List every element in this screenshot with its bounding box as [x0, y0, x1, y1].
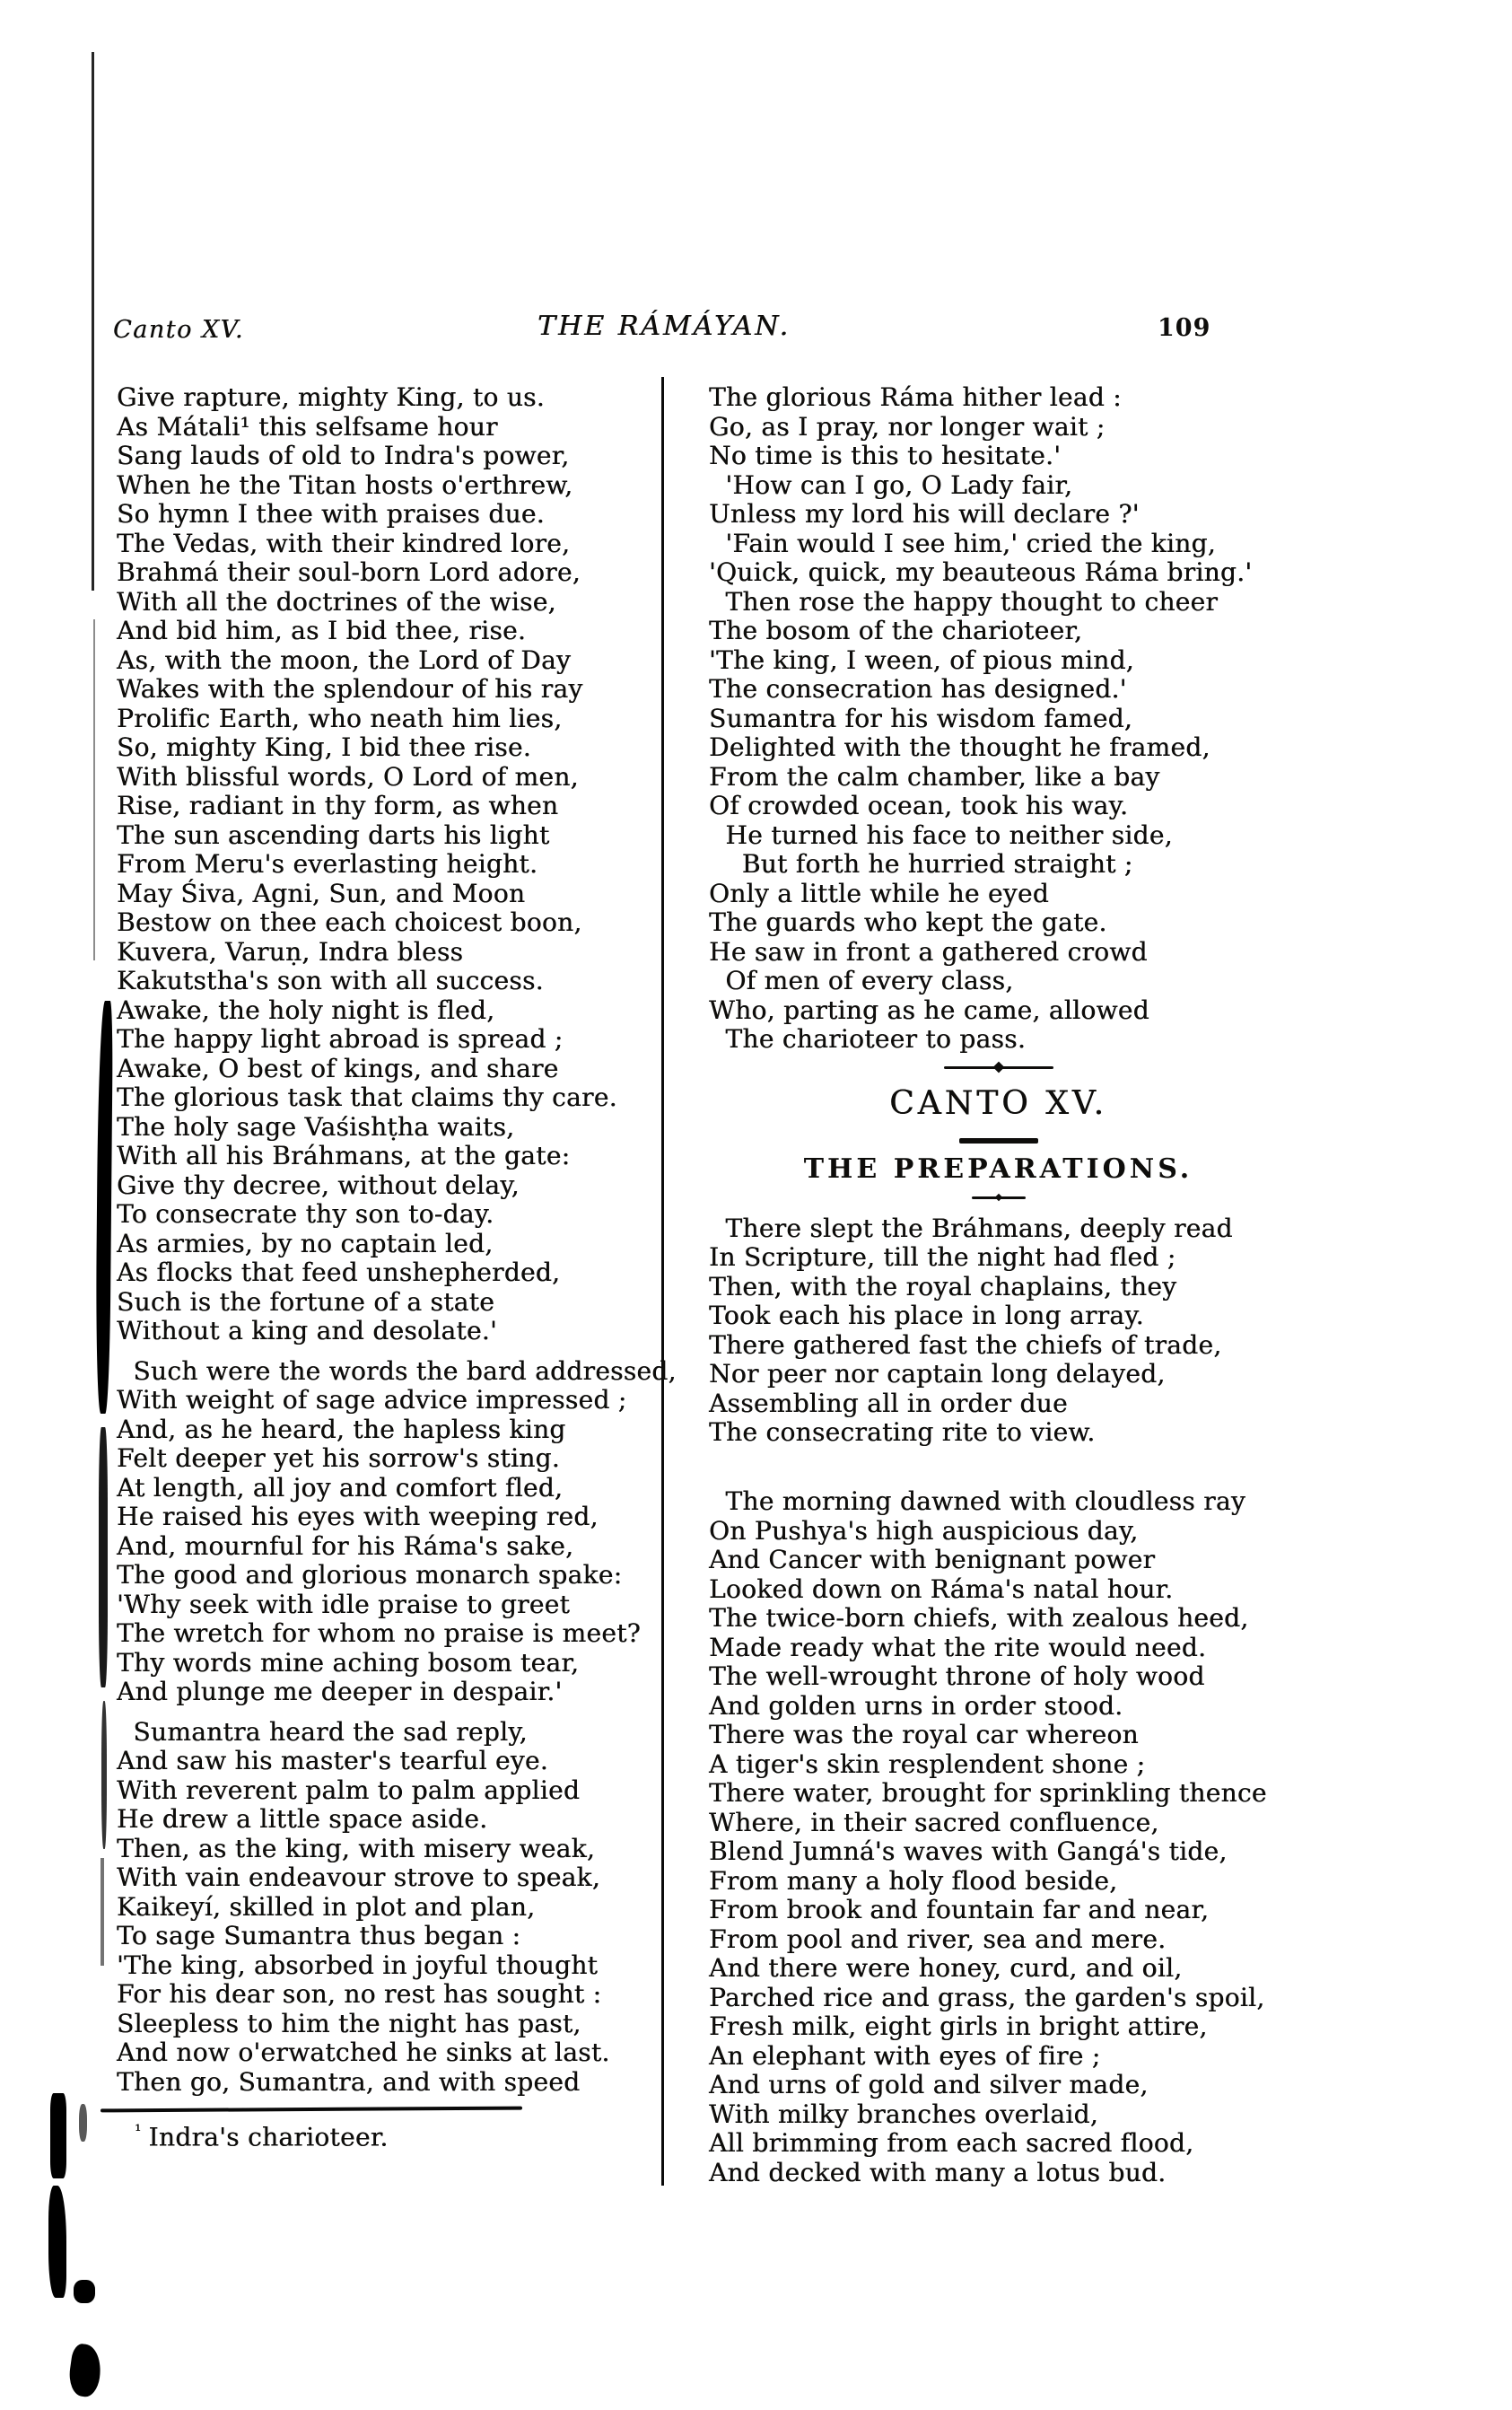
ornament-rule-icon	[944, 1064, 1053, 1072]
verse-line: Then rose the happy thought to cheer	[709, 586, 1219, 617]
verse-line: The twice-born chiefs, with zealous heed,	[709, 1603, 1249, 1633]
verse-line: As armies, by no captain led,	[117, 1228, 494, 1258]
page-number: 109	[1158, 314, 1211, 342]
scan-artifact-ink-blob	[48, 2186, 66, 2298]
verse-line: Such is the fortune of a state	[117, 1286, 495, 1317]
verse-line	[709, 1448, 1288, 1477]
verse-line: Fresh milk, eight girls in bright attire,	[709, 2011, 1208, 2041]
verse-line: The well-wrought throne of holy wood	[709, 1661, 1205, 1691]
verse-line: The good and glorious monarch spake:	[117, 1560, 623, 1590]
verse-line: And, mournful for his Ráma's sake,	[117, 1530, 574, 1561]
verse-line: On Pushya's high auspicious day,	[709, 1515, 1139, 1546]
verse-line: As, with the moon, the Lord of Day	[117, 644, 572, 675]
verse-line: And now o'erwatched he sinks at last.	[117, 2038, 610, 2067]
verse-line: Wakes with the splendour of his ray	[117, 674, 583, 704]
verse-line: So hymn I thee with praises due.	[117, 499, 545, 529]
footnote	[135, 2122, 389, 2151]
verse-line: From pool and river, sea and mere.	[709, 1924, 1167, 1954]
verse-line: There gathered fast the chiefs of trade,	[709, 1329, 1222, 1360]
verse-line: The guards who kept the gate.	[709, 907, 1107, 937]
canto-heading-block	[709, 1064, 1288, 1200]
verse-line: Give rapture, mighty King, to us.	[117, 382, 545, 412]
verse-line: Thy words mine aching bosom tear,	[117, 1647, 580, 1678]
verse-line: And decked with many a lotus bud.	[709, 2157, 1167, 2187]
verse-line: The morning dawned with cloudless ray	[709, 1486, 1245, 1516]
verse-line: Prolific Earth, who neath him lies,	[117, 703, 563, 733]
verse-line: With blissful words, O Lord of men,	[117, 761, 579, 792]
verse-line: And Cancer with benignant power	[709, 1545, 1156, 1574]
verse-line: The charioteer to pass.	[709, 1024, 1027, 1054]
verse-line: He turned his face to neither side,	[709, 819, 1173, 850]
verse-line: There was the royal car whereon	[709, 1720, 1139, 1749]
verse-line: Brahmá their soul-born Lord adore,	[117, 557, 581, 587]
verse-line: From many a holy flood beside,	[709, 1865, 1118, 1896]
ornament-rule-icon	[972, 1196, 1026, 1200]
scan-artifact-line	[93, 619, 95, 960]
left-column	[117, 382, 677, 2097]
verse-line: And golden urns in order stood.	[709, 1690, 1123, 1721]
verse-line: And bid him, as I bid thee, rise.	[117, 616, 527, 645]
verse-line: He raised his eyes with weeping red,	[117, 1502, 599, 1531]
verse-line: As Mátali¹ this selfsame hour	[117, 411, 498, 442]
verse-line: Made ready what the rite would need.	[709, 1632, 1207, 1662]
verse-line: Parched rice and grass, the garden's spoil,	[709, 1982, 1265, 2012]
verse-line: With milky branches overlaid,	[709, 2099, 1098, 2129]
footnote-marker: ¹	[135, 2122, 142, 2141]
verse-line: Awake, O best of kings, and share	[117, 1053, 559, 1083]
verse-line: 'How can I go, O Lady fair,	[709, 469, 1073, 500]
scan-artifact-ink-streak	[99, 1427, 108, 1687]
verse-line: Then go, Sumantra, and with speed	[117, 2066, 581, 2097]
canto-heading-title: CANTO XV.	[889, 1084, 1107, 1122]
scan-artifact-ink-blob	[66, 2343, 104, 2398]
verse-line: Sumantra for his wisdom famed,	[709, 703, 1133, 733]
verse-line: And there were honey, curd, and oil,	[709, 1953, 1183, 1983]
verse-line: He drew a little space aside.	[117, 1804, 488, 1834]
scan-artifact-specks	[79, 2104, 87, 2142]
verse-line: All brimming from each sacred flood,	[709, 2128, 1194, 2158]
verse-line: With all his Bráhmans, at the gate:	[117, 1141, 571, 1170]
verse-line: Assembling all in order due	[709, 1388, 1068, 1418]
verse-line: The sun ascending darts his light	[117, 819, 550, 850]
running-header	[0, 309, 1512, 352]
scan-artifact-line	[92, 52, 94, 591]
verse-stanza	[117, 1355, 677, 1707]
verse-line: At length, all joy and comfort fled,	[117, 1472, 564, 1503]
scan-artifact-ink-blob	[74, 2280, 95, 2303]
verse-line: Only a little while he eyed	[709, 878, 1049, 908]
verse-line: But forth he hurried straight ;	[709, 849, 1133, 879]
verse-line: Without a king and desolate.'	[117, 1316, 497, 1345]
verse-line: Of men of every class,	[709, 966, 1014, 995]
verse-line: Sang lauds of old to Indra's power,	[117, 441, 570, 470]
verse-stanza	[117, 1718, 666, 2098]
verse-line: The consecration has designed.'	[709, 674, 1127, 704]
verse-line: Bestow on thee each choicest boon,	[117, 907, 582, 937]
scan-artifact-ink-blob	[50, 2093, 66, 2178]
scan-artifact-ink-streak	[95, 1001, 113, 1414]
verse-line: The glorious task that claims thy care.	[117, 1082, 617, 1112]
verse-line: 'The king, I ween, of pious mind,	[709, 644, 1134, 675]
verse-line: Nor peer nor captain long delayed,	[709, 1359, 1166, 1389]
verse-line: The bosom of the charioteer,	[709, 616, 1083, 645]
verse-line: 'The king, absorbed in joyful thought	[117, 1950, 599, 1980]
verse-line: Of crowded ocean, took his way.	[709, 791, 1129, 820]
verse-line: Then, as the king, with misery weak,	[117, 1833, 596, 1863]
canto-label: Canto XV.	[113, 316, 244, 344]
verse-line: Kuvera, Varuṇ, Indra bless	[117, 936, 464, 967]
verse-stanza	[709, 1214, 1288, 1477]
verse-line: Kaikeyí, skilled in plot and plan,	[117, 1891, 536, 1922]
verse-line: And plunge me deeper in despair.'	[117, 1677, 563, 1706]
verse-line: No time is this to hesitate.'	[709, 441, 1062, 470]
verse-line: A tiger's skin resplendent shone ;	[709, 1748, 1146, 1779]
verse-line: Then, with the royal chaplains, they	[709, 1271, 1177, 1301]
verse-line: Give thy decree, without delay,	[117, 1170, 520, 1200]
verse-line: The glorious Ráma hither lead :	[709, 382, 1122, 412]
verse-line: The consecrating rite to view.	[709, 1417, 1096, 1447]
verse-line: Sumantra heard the sad reply,	[117, 1716, 528, 1747]
footnote-rule	[101, 2107, 522, 2113]
canto-heading-subtitle: THE PREPARATIONS.	[803, 1152, 1193, 1185]
verse-line: The Vedas, with their kindred lore,	[117, 528, 571, 558]
verse-line: With weight of sage advice impressed ;	[117, 1385, 627, 1415]
verse-line: So, mighty King, I bid thee rise.	[117, 732, 531, 762]
verse-line: The holy sage Vaśishṭha waits,	[117, 1111, 515, 1142]
verse-line: And saw his master's tearful eye.	[117, 1746, 548, 1775]
verse-line: There water, brought for sprinkling thence	[709, 1778, 1267, 1808]
page-title: THE RÁMÁYAN.	[537, 311, 791, 342]
verse-line: Felt deeper yet his sorrow's sting.	[117, 1443, 560, 1473]
verse-line: An elephant with eyes of fire ;	[709, 2040, 1101, 2071]
scan-artifact-specks	[101, 1858, 104, 1966]
verse-stanza	[709, 1487, 1288, 2187]
verse-line: And urns of gold and silver made,	[709, 2070, 1149, 2099]
verse-line: For his dear son, no rest has sought :	[117, 1979, 602, 2009]
verse-line: Looked down on Ráma's natal hour.	[709, 1573, 1174, 1604]
verse-line: Sleepless to him the night has past,	[117, 2008, 581, 2038]
verse-line: As flocks that feed unshepherded,	[117, 1258, 561, 1287]
verse-line: To sage Sumantra thus began :	[117, 1921, 521, 1950]
verse-line: In Scripture, till the night had fled ;	[709, 1242, 1176, 1272]
verse-line: Go, as I pray, nor longer wait ;	[709, 411, 1106, 442]
verse-line: Unless my lord his will declare ?'	[709, 499, 1140, 529]
verse-line: Delighted with the thought he framed,	[709, 732, 1210, 762]
footnote-text: Indra's charioteer.	[148, 2122, 389, 2152]
right-column	[709, 383, 1288, 2187]
verse-line: Who, parting as he came, allowed	[709, 995, 1149, 1025]
verse-line: The happy light abroad is spread ;	[117, 1024, 564, 1054]
verse-line: From brook and fountain far and near,	[709, 1895, 1210, 1924]
verse-line: 'Quick, quick, my beauteous Ráma bring.'	[709, 557, 1253, 587]
verse-stanza	[709, 383, 1288, 1055]
verse-line: And, as he heard, the hapless king	[117, 1414, 566, 1444]
verse-line: To consecrate thy son to-day.	[117, 1199, 494, 1229]
verse-line: Kakutstha's son with all success.	[117, 966, 544, 995]
verse-line: With all the doctrines of the wise,	[117, 586, 556, 617]
verse-line: There slept the Bráhmans, deeply read	[709, 1213, 1233, 1243]
scan-artifact-ink-streak	[101, 1701, 107, 1849]
verse-line: Awake, the holy night is fled,	[117, 995, 495, 1025]
verse-line: Blend Jumná's waves with Gangá's tide,	[709, 1836, 1228, 1866]
verse-line: With reverent palm to palm applied	[117, 1775, 581, 1805]
verse-line: From the calm chamber, like a bay	[709, 761, 1160, 792]
verse-stanza	[117, 383, 666, 1346]
verse-line: Where, in their sacred confluence,	[709, 1807, 1159, 1837]
verse-line: With vain endeavour strove to speak,	[117, 1862, 600, 1892]
verse-line: 'Fain would I see him,' cried the king,	[709, 528, 1216, 558]
verse-line: Such were the words the bard addressed,	[117, 1355, 677, 1386]
heading-divider-rule	[959, 1138, 1038, 1144]
verse-line: Took each his place in long array.	[709, 1301, 1144, 1330]
verse-line: Rise, radiant in thy form, as when	[117, 791, 559, 820]
verse-line: May Śiva, Agni, Sun, and Moon	[117, 878, 526, 908]
verse-line: 'Why seek with idle praise to greet	[117, 1589, 571, 1619]
verse-line: He saw in front a gathered crowd	[709, 936, 1148, 967]
verse-line: The wretch for whom no praise is meet?	[117, 1618, 641, 1648]
verse-line: From Meru's everlasting height.	[117, 849, 538, 879]
verse-line: When he the Titan hosts o'erthrew,	[117, 469, 573, 500]
